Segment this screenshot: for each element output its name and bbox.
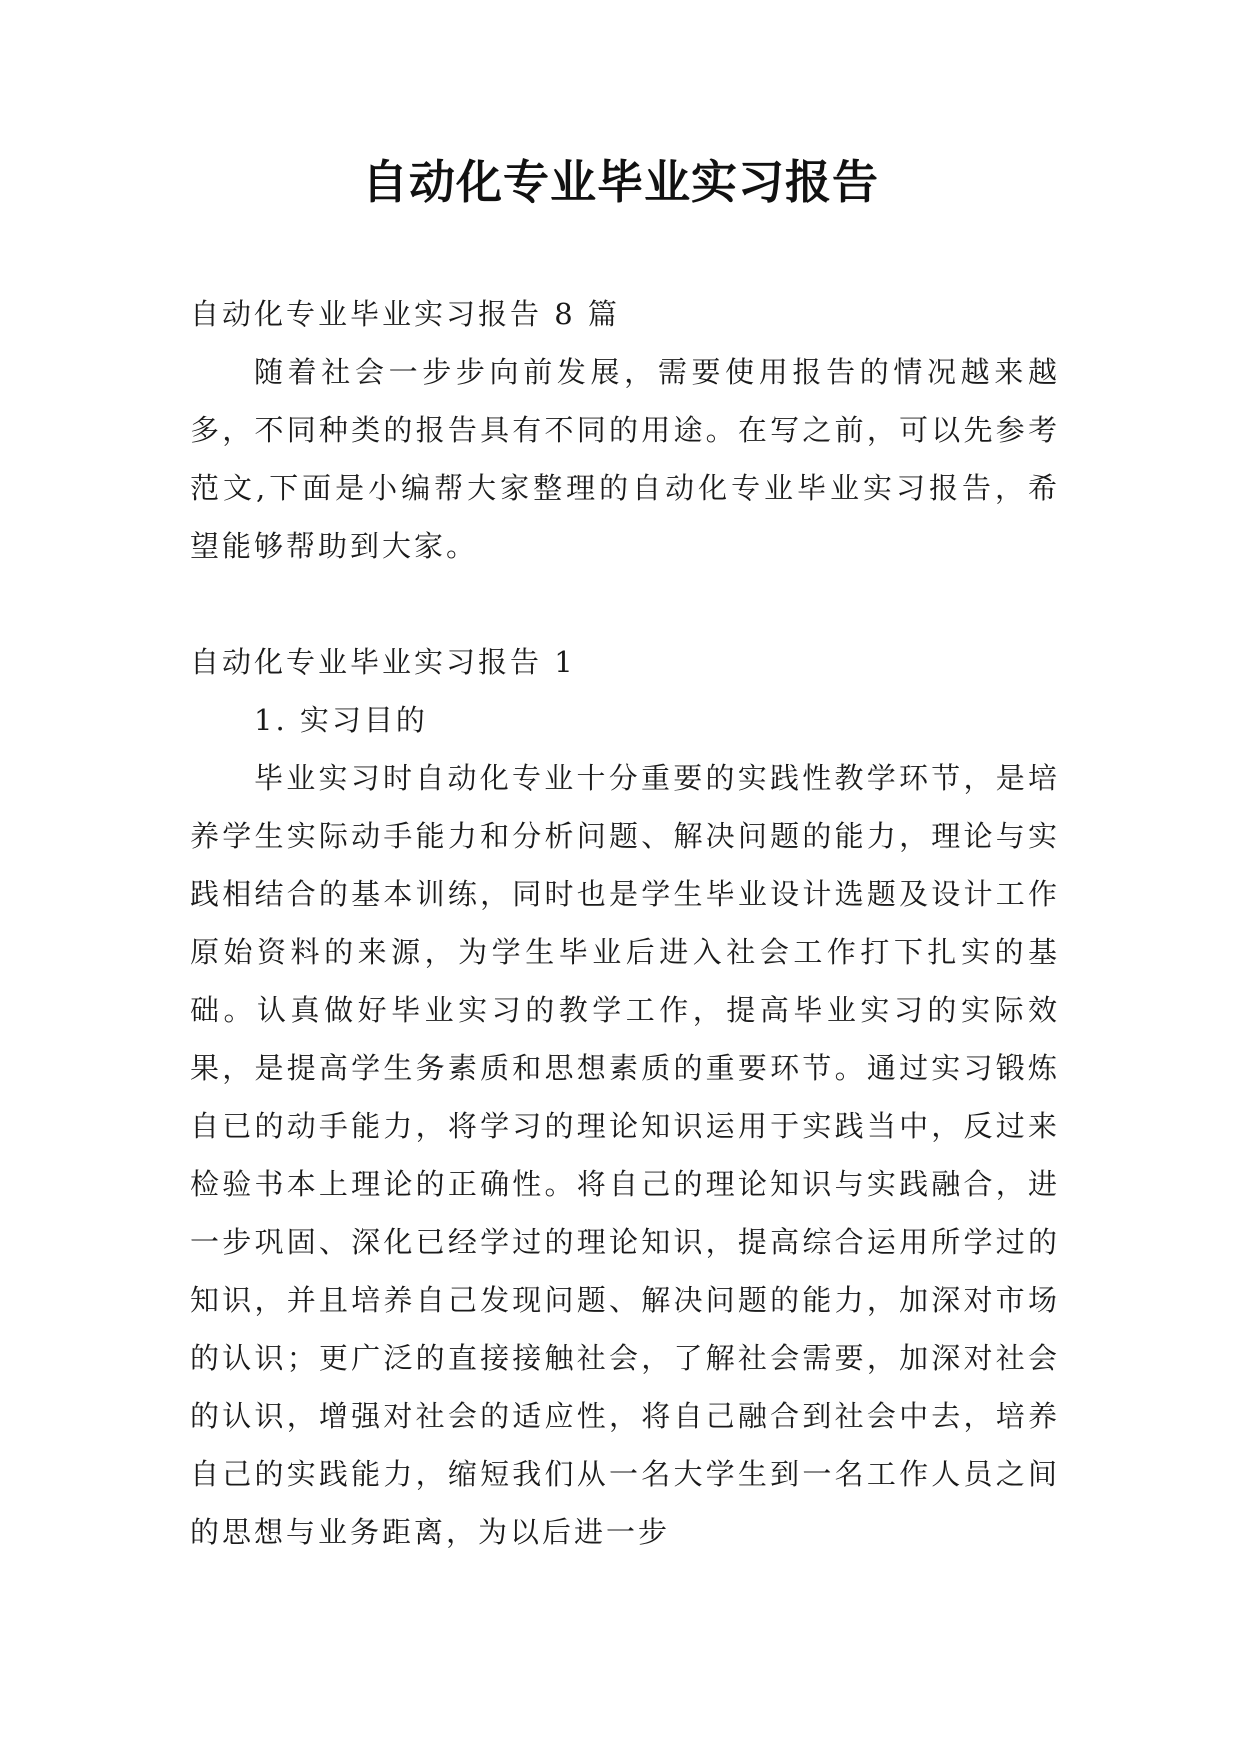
document-title: 自动化专业毕业实习报告: [362, 155, 879, 209]
document-body: [190, 285, 1060, 1561]
subsection-heading: 1. 实习目的: [254, 703, 428, 737]
body-paragraph: 毕业实习时自动化专业十分重要的实践性教学环节，是培养学生实际动手能力和分析问题、解决问题的能力，理论与实践相结合的基本训练，同时也是学生毕业设计选题及设计工作原始资料的来源，为学生毕业后进入社会工作打下扎实的基础。认真做好毕业实习的教学工作，提高毕业实习的实际效果，是提高学生务素质和思想素质的重要环节。通过实习锻炼自已的动手能力，将学习的理论知识运用于实践当中，反过来检验书本上理论的正确性。将自己的理论知识与实践融合，进一步巩固、深化已经学过的理论知识，提高综合运用所学过的知识，并且培养自己发现问题、解决问题的能力，加深对市场的认识；更广泛的直接接触社会，了解社会需要，加深对社会的认识，增强对社会的适应性，将自己融合到社会中去，培养自己的实践能力，缩短我们从一名大学生到一名工作人员之间的思想与业务距离，为以后进一步: [190, 761, 1060, 1549]
section-heading: 自动化专业毕业实习报告 1: [190, 645, 576, 679]
intro-paragraph: 随着社会一步步向前发展，需要使用报告的情况越来越多，不同种类的报告具有不同的用途。在写之前，可以先参考范文,下面是小编帮大家整理的自动化专业毕业实习报告，希望能够帮助到大家。: [190, 355, 1060, 563]
document-subtitle: 自动化专业毕业实习报告 8 篇: [190, 297, 620, 331]
paragraph-spacer: [190, 575, 1060, 633]
